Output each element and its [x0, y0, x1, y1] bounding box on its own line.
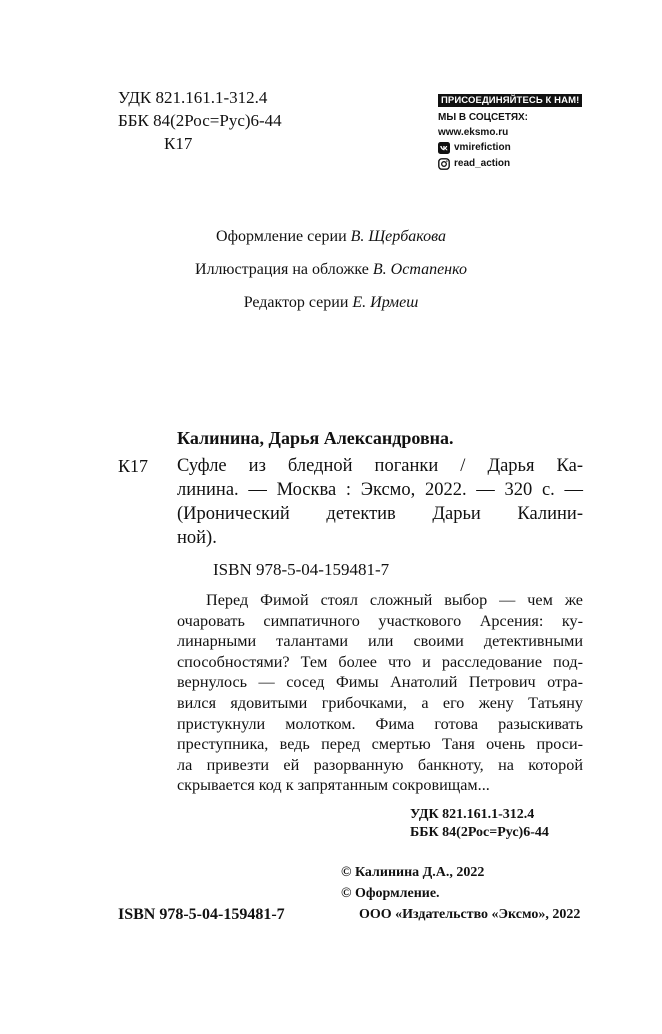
catalog-isbn: ISBN 978-5-04-159481-7 [213, 560, 390, 579]
annotation-line: скрывается код к запрятанным сокровищам... [177, 776, 490, 795]
credit-person: Е. Ирмеш [352, 294, 419, 311]
bbk-code-bottom: ББК 84(2Рос=Рус)6-44 [410, 825, 549, 840]
annotation-line: линарными талантами или своими детективными [177, 632, 583, 651]
udk-code-bottom: УДК 821.161.1-312.4 [410, 807, 535, 822]
annotation-line: вернулось — сосед Фимы Анатолий Петрович отра- [177, 673, 583, 692]
instagram-row[interactable] [438, 156, 588, 172]
credit-series-editor [0, 294, 662, 312]
annotation-line: ла привезти ей разорванную банкноту, на которой [177, 755, 583, 774]
catalog-entry [177, 454, 583, 550]
social-block [438, 90, 588, 172]
website-link[interactable]: www.eksmo.ru [438, 127, 509, 138]
annotation-line: очаровать симпатичного участкового Арсения: ку- [177, 611, 583, 630]
catalog-author: Калинина, Дарья Александровна. [177, 428, 454, 448]
annotation-line: преступника, ведь перед смертью Таня очень проси- [177, 735, 583, 754]
annotation-paragraph [177, 590, 583, 796]
isbn-bottom: ISBN 978-5-04-159481-7 [118, 906, 285, 923]
annotation-line: способностями? Тем более что и расследование под- [177, 652, 583, 671]
author-sign-code: К17 [164, 134, 193, 153]
bbk-code: ББК 84(2Рос=Рус)6-44 [118, 111, 282, 130]
social-networks-label: МЫ В СОЦСЕТЯХ: [438, 112, 529, 123]
udk-code: УДК 821.161.1-312.4 [118, 88, 268, 107]
vk-handle: vmirefiction [454, 142, 511, 153]
join-us-banner: ПРИСОЕДИНЯЙТЕСЬ К НАМ! [438, 94, 582, 107]
instagram-handle: read_action [454, 158, 511, 169]
catalog-line: линина. — Москва : Эксмо, 2022. — 320 с. — [177, 480, 583, 500]
classification-block [118, 86, 282, 155]
credit-series-design [0, 228, 662, 246]
catalog-line: (Иронический детектив Дарьи Калини- [177, 504, 583, 524]
vk-icon [438, 142, 450, 154]
copyright-block [341, 862, 580, 925]
copyright-publisher: ООО «Издательство «Эксмо», 2022 [359, 907, 581, 922]
catalog-line: ной). [177, 528, 217, 548]
instagram-icon [438, 158, 450, 170]
annotation-line: пристукнули молотком. Фима готова разыскивать [177, 714, 583, 733]
annotation-line: вился ядовитыми грибочками, а его жену Татьяну [177, 693, 583, 712]
vk-row[interactable] [438, 140, 588, 156]
copyright-author: © Калинина Д.А., 2022 [341, 865, 485, 880]
catalog-line: Суфле из бледной поганки / Дарья Ка- [177, 456, 583, 476]
copyright-design-label: © Оформление. [341, 886, 440, 901]
credit-role: Редактор серии [243, 294, 349, 311]
classification-bottom [410, 806, 549, 842]
credit-person: В. Щербакова [350, 228, 446, 245]
credit-cover-illustration [0, 261, 662, 279]
credit-role: Иллюстрация на обложке [195, 261, 369, 278]
credit-role: Оформление серии [216, 228, 347, 245]
catalog-code: К17 [118, 456, 149, 476]
annotation-line: Перед Фимой стоял сложный выбор — чем же [206, 591, 583, 609]
credit-person: В. Остапенко [372, 261, 467, 278]
